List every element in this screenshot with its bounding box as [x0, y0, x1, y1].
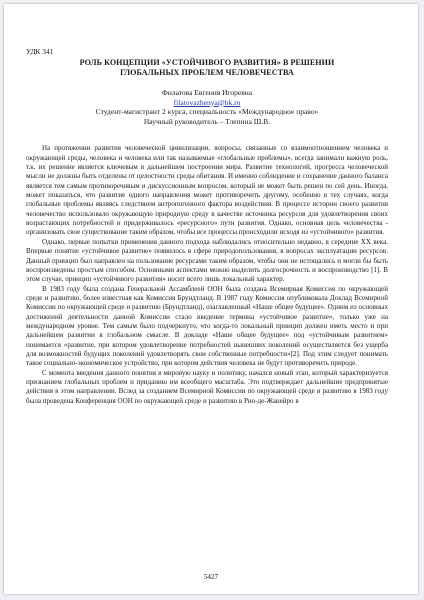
- author-position: Студент-магистрант 2 курса, специальность «Международное право»: [95, 107, 319, 117]
- article-title: [26, 58, 388, 78]
- title-line-1: РОЛЬ КОНЦЕПЦИИ «УСТОЙЧИВОГО РАЗВИТИЯ» В РЕШЕНИИ: [79, 58, 335, 67]
- paragraph: Однако, первые попытки применения данного подхода наблюдались относительно недавно, в середине XX века. Впервые понятие «устойчивое развитие» появилось в сфере природопользования, в вопросах эксплуатации ресурсов. Данный принцип был направлен на пользование ресурсами таким образом, чтобы они не истощались и могли бы быть воспроизведены простым способом. Основными аспектами можно выделить долгосрочность и воспроизводство [1]. В этом случае, принцип «устойчивого развития» носит всего лишь локальный характер.: [26, 237, 388, 284]
- title-line-2: ГЛОБАЛЬНЫХ ПРОБЛЕМ ЧЕЛОВЕЧЕСТВА: [120, 68, 294, 77]
- page-content: [26, 44, 388, 406]
- page-number: 5427: [203, 573, 219, 581]
- supervisor: Научный руководитель – Тлепина Ш.В.: [143, 116, 271, 126]
- author-email-link[interactable]: filatovazhenya@bk.ru: [173, 97, 241, 107]
- paragraph: В 1983 году была создана Генеральной Ассамблеей ООН была создана Всемирная Комиссия по окружающей среде и развитию, более известная как Комиссия Брундтланд. В 1987 году Комиссия опубликовала Доклад Всемирной Комиссии по окружающей среде и развитию (Брундтланд), озаглавленный «Наше общее будущее». Одним из основных достижений деятельности данной Комиссии стало введение термина «устойчивое развитие», только уже на международном уровне. Тем самым было подчеркнуто, что когда-то локальный принцип должен иметь место и при дальнейшем развитии в глобальном смысле. В докладе «Наше общее будущее» под «устойчивым развитием» понимается «развитие, при котором удовлетворение потребностей нынешних поколений осуществляется без ущерба для возможностей будущих поколений удовлетворять свои собственные потребности»[2]. Под этим следует понимать такое социально-экономическое устройство, при котором действия человека не будут противоречить природе.: [26, 284, 388, 368]
- udk-code: УДК 341: [26, 47, 54, 56]
- document-page: [4, 4, 418, 594]
- author-name: Филатова Евгения Игоревна: [161, 88, 253, 97]
- paragraph: С момента введения данного понятия в мировую науку и политику, начался новый этап, который характеризуется признанием глобальных проблем и приданию им всеобщего масштаба. Это подтверждает дальнейшие предпринятые действия в этом направлении. Вслед за созданием Всемирной Комиссии по окружающей среде и развитию в 1983 году была проведена Конференция ООН по окружающей среде и развитию в Рио-де-Жанейро в: [26, 368, 388, 405]
- paragraph: На протяжении развития человеческой цивилизации, вопросы, связанные со взаимоотношением человека и окружающей среды, человека и человека или так называемые «глобальные проблемы», всегда занимали важную роль, т.к. их решение является ключевым в дальнейшем построении мира. Развитие технологий, прогресса человеческой мысли не должны быть отделены от целостности среды обитания. И именно соблюдение и сохранение данного баланса является тем самым противоречивым и дискуссионным вопросом, который не может быть решен по сей день. Иногда, может показаться, что развитие одного направления может противоречить другому, особенно в тех случаях, когда глобальные проблемы являясь следствием антропогенного фактора воздействия. В процессе истории своего развития человечество использовало окружающую природную среду в качестве источника ресурсов для удовлетворения своих возрастающих потребностей и придерживалось «ресурсного» пути развития. Однако, основная цель человечества - организовать свое существование таким образом, чтобы все процессы происходили исходя из «устойчивого» развития.: [26, 144, 388, 237]
- article-body: [26, 144, 388, 406]
- author-block: [26, 88, 388, 126]
